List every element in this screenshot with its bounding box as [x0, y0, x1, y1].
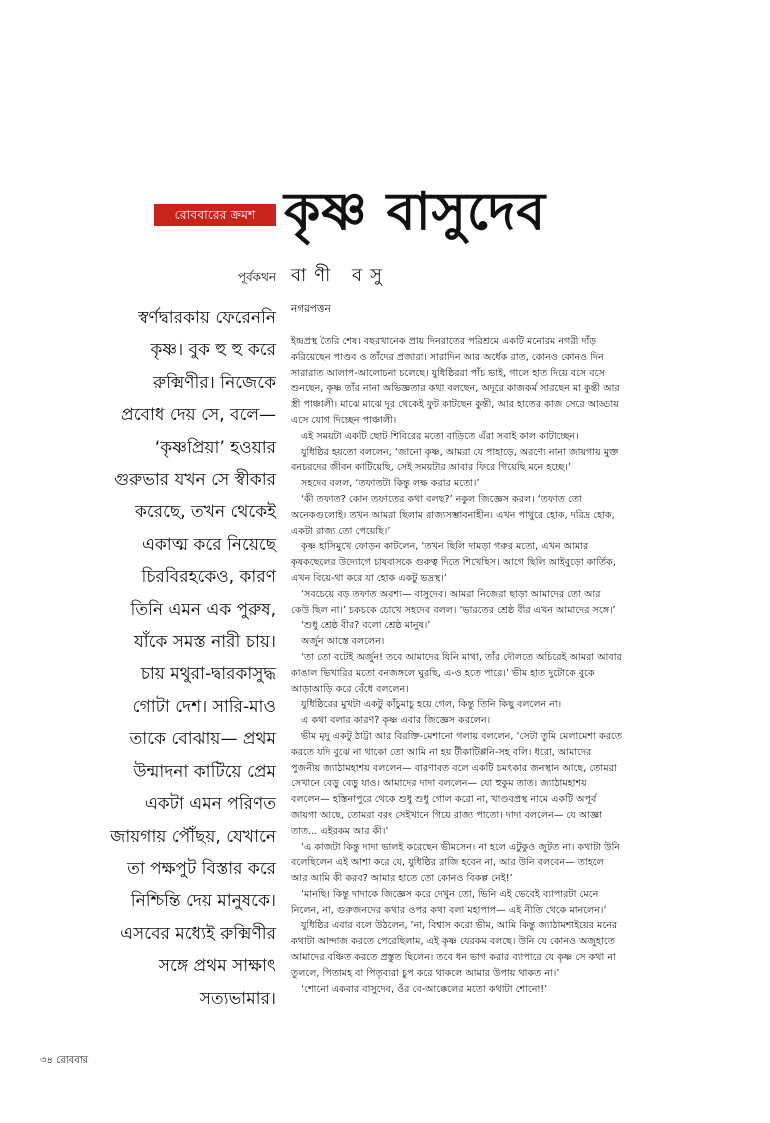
summary-line: একটা এমন পরিণত: [144, 794, 276, 815]
summary-line: তাকে বোঝায়— প্রথম: [129, 729, 276, 750]
summary-line: রুক্মিণীর। নিজেকে: [153, 372, 276, 393]
article-line: ‘শুধু শ্রেষ্ঠ বীর? বলো শ্রেষ্ঠ মানুষ।’: [301, 620, 431, 632]
series-label-badge: রোববারের ক্রমশ: [154, 204, 276, 226]
section-heading: নগরপত্তন: [291, 303, 331, 315]
article-line: যুধিষ্ঠিরের মুখটা একটু কাঁচুমাচু হয়ে গেল, কিন্তু তিনি কিছু বললেন না।: [301, 699, 562, 711]
article-line: পুজনীয় জ্যাঠামহাশয় বললেন— বারণাবত বলে একটি চমৎকার জনস্থান আছে, তোমরা: [291, 762, 617, 774]
summary-line: প্রবোধ দেয় সে, বলে—: [121, 405, 276, 426]
summary-line: তা পক্ষপুট বিস্তার করে: [127, 858, 276, 879]
article-line: আমাদের বঞ্চিত করতে প্রস্তুত ছিলেন। তবে ধন ভাগ করার ব্যাপারে যে কৃষ্ণ সে কথা না: [291, 952, 616, 964]
summary-line: উন্মাদনা কাটিয়ে প্রেম: [133, 761, 276, 782]
summary-line: যাঁকে সমস্ত নারী চায়।: [133, 632, 276, 653]
article-line: যুধিষ্ঠির হয়তো বললেন, ‘জানো কৃষ্ণ, আমরা যে পাহাড়ে, অরণ্যে নানা জায়গায় মুক্ত: [301, 446, 619, 458]
summary-line: নিশ্চিন্তি দেয় মানুষকে।: [130, 891, 276, 912]
summary-line: চিরবিরহকেও, কারণ: [141, 567, 276, 588]
article-title: কৃষ্ণ বাসুদেব: [284, 182, 547, 242]
article-line: শুনছেন, কৃষ্ণ তাঁর নানা অভিজ্ঞতার কথা বলছেন, অদূরে কাজকর্ম সারছেন মা কুন্তী আর: [291, 383, 620, 395]
article-line: ইন্দ্রপ্রস্থ তৈরি শেষ। বছরখানেক প্রায় দিনরাতের পরিশ্রমে একটি মনোরম নগরী দাঁড়: [291, 336, 597, 347]
summary-line: কৃষ্ণ। বুক হু হু করে: [150, 340, 276, 361]
article-line: এ কথা বলার কারণ? কৃষ্ণ এবার জিজ্ঞেস করলেন।: [301, 715, 491, 727]
article-line: করতে যদি বুঝে না থাকো তো আমি না হয় টীকাটিপ্পনি-সহ বলি। ধরো, আমাদের: [291, 746, 592, 758]
article-line: যুধিষ্ঠির এবার বলে উঠলেন, ‘না, বিশ্বাস করো ভীম, আমি কিন্তু জ্যাঠামশাইয়ের মনের: [301, 920, 618, 932]
article-line: অনেকগুলোই। তখন আমরা ছিলাম রাজ্যসম্ভাবনাহীন। এখন পাথুরে হোক, দরিদ্র হোক,: [291, 509, 615, 521]
summary-line: করেছে, তখন থেকেই: [135, 502, 276, 523]
article-line: আড়াআড়ি করে বেঁধে বললেন।: [291, 683, 409, 695]
article-line: জায়গা আছে, তোমরা বরং সেইখানে গিয়ে রাজ্য পাতো। দাদা বললেন— যে আজ্ঞা: [291, 809, 602, 821]
article-line: অর্জুন আস্তে বললেন।: [301, 636, 385, 648]
article-line: সহদেব বলল, ‘তফাতটা কিন্তু লক্ষ করার মতো।’: [301, 478, 480, 490]
article-line: বনচরদের জীবন কাটিয়েছি, সেই সময়টার আবার ফিরে গিয়েছি মনে হচ্ছে।’: [291, 462, 571, 474]
article-line: ‘শোনো একবার বাসুদেব, ওঁর বে-আক্কেলের মতো কথাটা শোনো!’: [301, 983, 548, 995]
article-line: এখন বিয়ে-থা করে যা হোক একটু ভদ্রস্থ।’: [291, 572, 447, 584]
article-line: কাঙাল ভিখারির মতো বনজঙ্গলে ঘুরছি, এ-ও হতে পারে।’ ভীম হাত দুটোকে বুকে: [291, 667, 595, 679]
previous-summary-text: [26, 302, 276, 1015]
article-line: স্ত্রী পাঞ্চালী। মাঝে মাঝে দূর থেকেই ফুট কাটছেন কুন্তী, আর হাতের কাজ সেরে আড্ডায়: [291, 399, 619, 411]
article-line: সারারাত আলাপ-আলোচনা চলেছে। যুধিষ্ঠিররা পাঁচ ভাই, গালে হাত দিয়ে বসে বসে: [291, 367, 605, 379]
article-line: তুললে, পিতামহ বা পিতৃব্যরা চুপ করে থাকলে আমার উপায় থাকত না।’: [291, 967, 560, 979]
article-line: নিলেন, না, গুরুজনদের কথার ওপর কথা বলা মহাপাপ— এই নীতি থেকে মানলেন।’: [291, 904, 607, 916]
article-line: বলেছিলেন এই আশা করে যে, যুধিষ্ঠির রাজি হবেন না, আর উনি বলবেন— তাহলে: [291, 857, 604, 869]
article-line: এই সময়টা একটি ছোট শিবিরের মতো বাড়িতে এঁরা সবাই কাল কাটাচ্ছেন।: [301, 430, 579, 442]
summary-line: ‘কৃষ্ণপ্রিয়া’ হওয়ার: [154, 437, 276, 458]
summary-line: সত্যভামার।: [199, 988, 276, 1009]
article-line: বললেন— হস্তিনাপুরে থেকে শুধু শুধু গোল করো না, খাণ্ডবপ্রস্থ নামে একটি অপূর্ব: [291, 794, 597, 806]
summary-line: গুরুভার যখন সে স্বীকার: [114, 470, 276, 491]
summary-line: এসবের মধ্যেই রুক্মিণীর: [120, 923, 276, 944]
article-line: এসে যোগ দিচ্ছেন পাঞ্চালী।: [291, 414, 397, 426]
summary-line: স্বর্ণদ্বারকায় ফেরেননি: [138, 308, 276, 328]
article-line: ‘কী তফাত? কোন তফাতের কথা বলছ?’ নকুল জিজ্ঞেস করল। ‘তফাত তো: [301, 493, 582, 505]
summary-line: তিনি এমন এক পুরুষ,: [130, 599, 276, 620]
article-line: সেখানে বেড়ু বেড়ু যাও। আমাদের দাদা বললেন— যো হুকুম তাত। জ্যাঠামহাশয়: [291, 778, 587, 790]
summary-line: জায়গায় পৌঁছয়, যেখানে: [110, 826, 276, 847]
article-line: ‘এ কাজটা কিন্তু দাদা ভালই করেছেন ভীমসেন। না হলে এটুকুও জুটত না। কথাটা উনি: [301, 841, 621, 853]
summary-line: একাত্ম করে নিয়েছে: [141, 534, 276, 555]
summary-line: সঙ্গে প্রথম সাক্ষাৎ: [158, 956, 276, 977]
article-line: কৃষকছেলের উদ্যোগে চাষবাসকে গুরুত্ব দিতে শিখেছিস। আগে ছিলি আইবুড়ো কার্তিক,: [291, 557, 616, 569]
article-line: তাত... এইরকম আর কী।’: [291, 825, 389, 837]
article-line: ভীম মৃদু একটু ঠাট্টা আর বিরক্তি-মেশানো গলায় বললেন, ‘সেটা তুমি মেলামেশা করতে: [301, 730, 623, 742]
article-line: ‘সবচেয়ে বড় তফাত অবশ্য— বাসুদেব। আমরা নিজেরা ছাড়া আমাদের তো আর: [301, 588, 601, 600]
article-line: ‘তা তো বটেই অর্জুন! তবে আমাদের যিনি মাথা, তাঁর দৌলতে অচিরেই আমরা আবার: [301, 651, 622, 663]
summary-line: চায় মথুরা-দ্বারকাসুদ্ধ: [140, 664, 276, 685]
article-line: একটা রাজ্য তো পেয়েছি।’: [291, 525, 391, 537]
page-footer: ৩৪ রোববার: [40, 1055, 89, 1066]
summary-line: গোটা দেশ। সারি-মাও: [132, 696, 276, 717]
article-line: কথাটা আন্দাজ করতে পেরেছিলাম, এই কৃষ্ণ যেরকম বলছে। উনি যে কোনও অজুহাতে: [291, 936, 615, 948]
article-body: [291, 334, 663, 997]
article-line: করিয়েছেন পাণ্ডব ও তাঁদের প্রজারা। সারাদিন আর অর্ধেক রাত, কোনও কোনও দিন: [291, 351, 604, 363]
previous-summary-label: পূর্বকথন: [237, 270, 276, 284]
article-line: কেউ ছিল না।’ চকচকে চোখে সহদেব বলল। ‘ভারতের শ্রেষ্ঠ বীর এখন আমাদের সঙ্গে।’: [291, 604, 616, 616]
article-line: আর আমি কী করব? আমার হাতে তো কোনও বিকল্প নেই!’: [291, 873, 513, 885]
article-line: কৃষ্ণ হাসিমুখে ফোড়ন কাটলেন, ‘তখন ছিলি দামড়া গরুর মতো, এখন আমার: [301, 541, 589, 553]
author-name: বাণী বসু: [291, 265, 390, 286]
article-line: ‘মানছি। কিন্তু দাদাকে জিজ্ঞেস করে দেখুন তো, ভিনি এই ভেবেই ব্যাপারটা মেনে: [301, 888, 599, 900]
